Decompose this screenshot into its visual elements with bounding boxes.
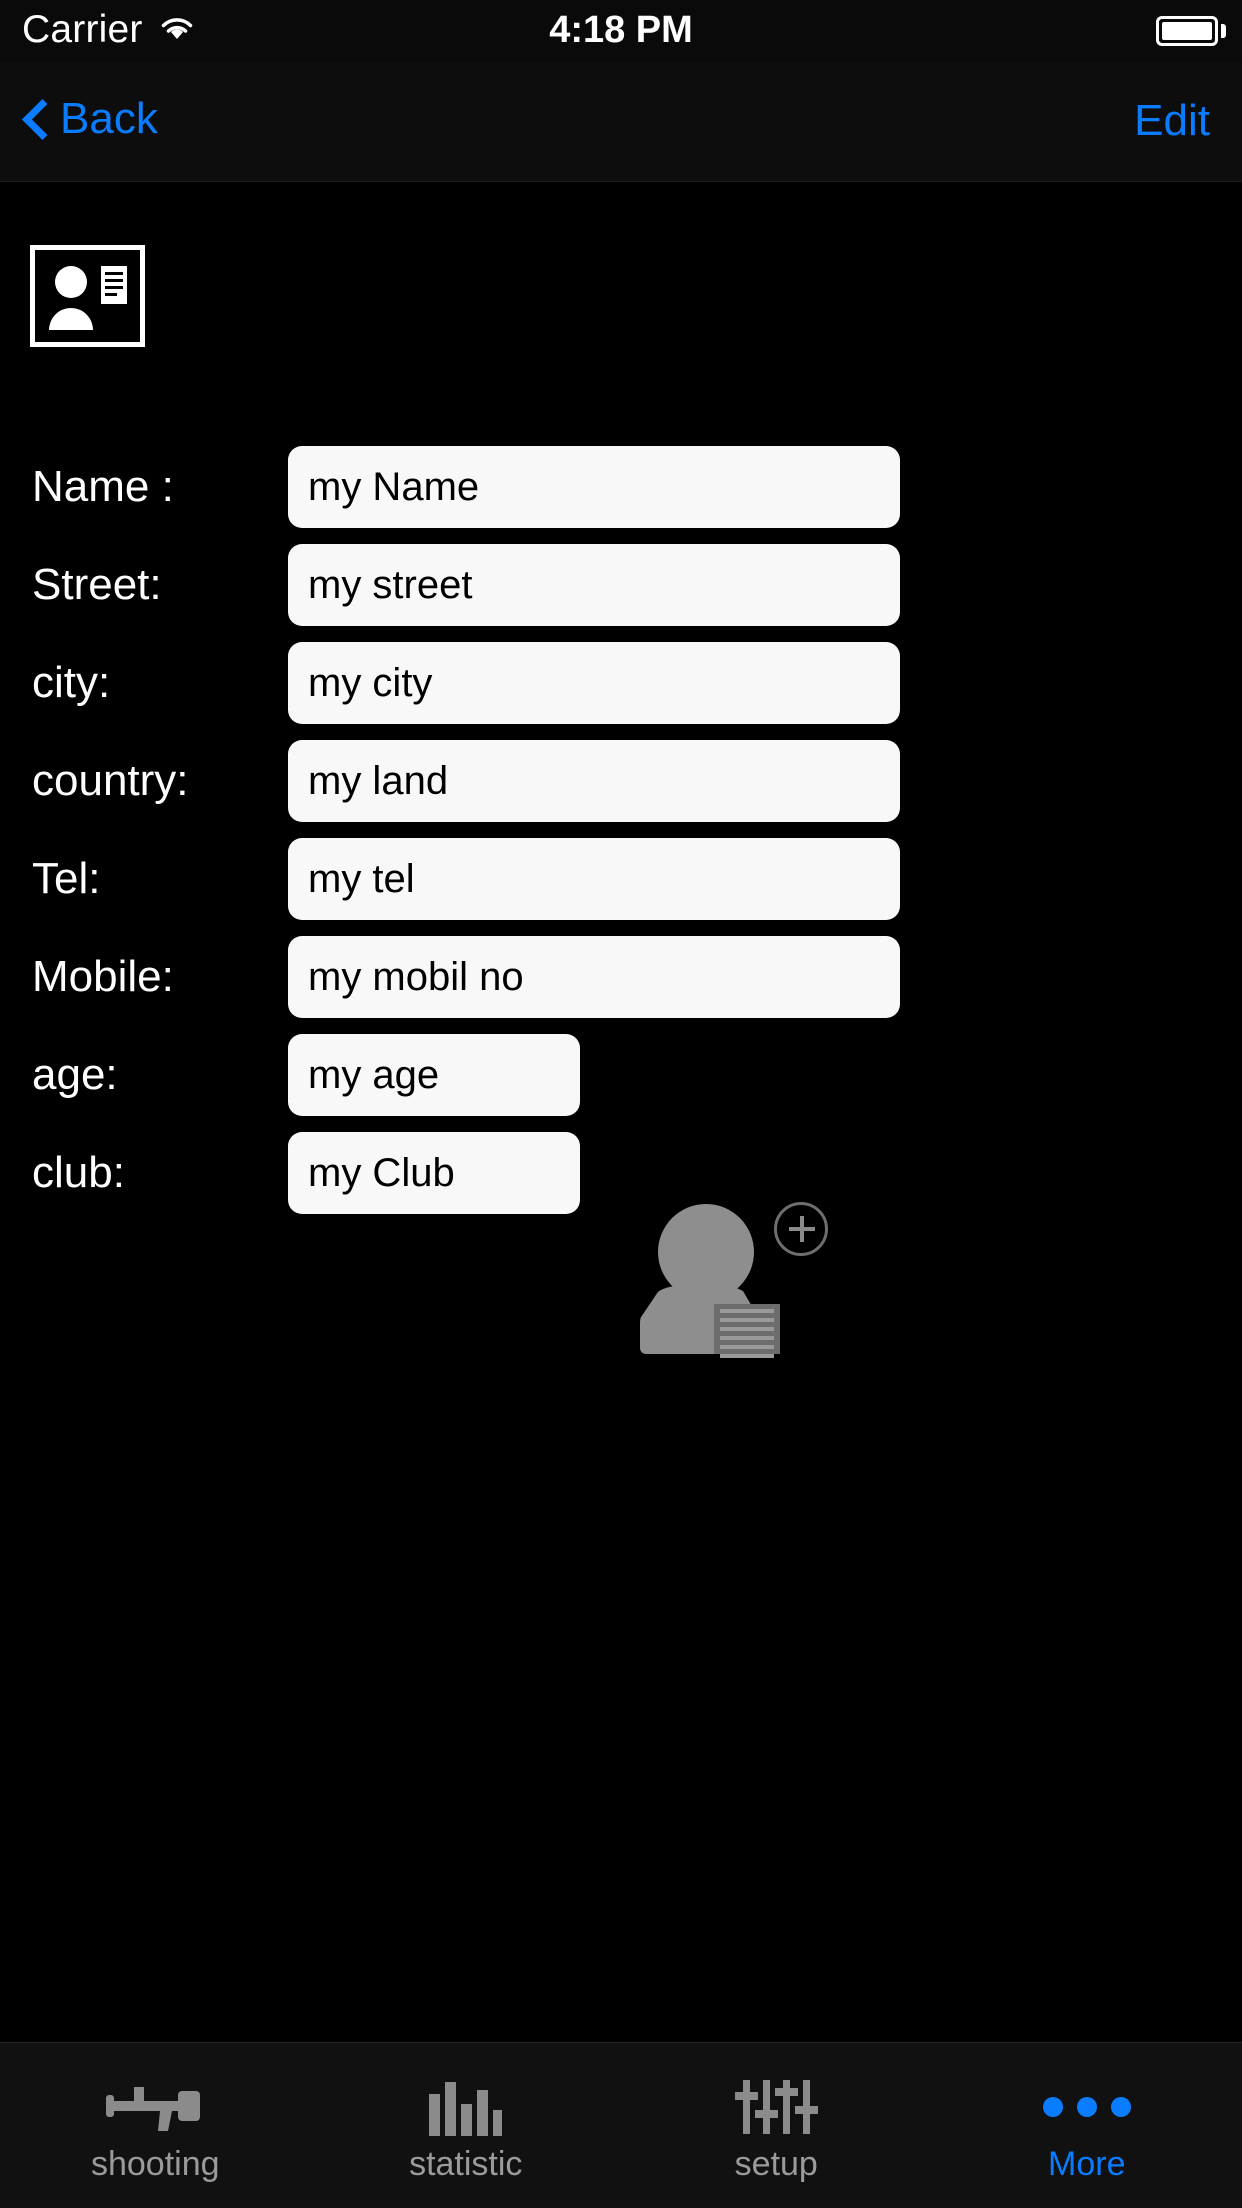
tab-setup-label: setup: [734, 2145, 818, 2183]
label-city: city:: [32, 658, 111, 707]
tab-shooting[interactable]: [0, 2043, 311, 2208]
input-country[interactable]: [288, 740, 900, 822]
tab-shooting-label: shooting: [90, 2145, 220, 2183]
bar-chart-icon: [311, 2065, 622, 2149]
form-row-mobile: [0, 934, 1242, 1032]
navigation-bar: [0, 62, 1242, 182]
avatar-head-shape: [658, 1204, 754, 1300]
label-country: country:: [32, 756, 189, 805]
tab-setup[interactable]: [621, 2043, 932, 2208]
battery-icon: [1156, 16, 1218, 46]
label-name: Name :: [32, 462, 174, 511]
carrier-label: Carrier: [22, 8, 143, 51]
back-button[interactable]: [24, 94, 158, 144]
status-bar-time: 4:18 PM: [549, 9, 693, 51]
rifle-icon: [0, 2065, 311, 2149]
form-row-tel: [0, 836, 1242, 934]
tab-bar: [0, 2042, 1242, 2208]
form-row-club: [0, 1130, 1242, 1228]
input-mobile[interactable]: [288, 936, 900, 1018]
input-club[interactable]: [288, 1132, 580, 1214]
form-row-street: [0, 542, 1242, 640]
label-street: Street:: [32, 560, 162, 609]
input-tel[interactable]: [288, 838, 900, 920]
main-content: [0, 182, 1242, 2042]
edit-button[interactable]: Edit: [1134, 96, 1210, 145]
ellipsis-icon: [932, 2065, 1242, 2149]
tab-more[interactable]: [932, 2043, 1242, 2208]
contact-form: [0, 444, 1242, 1228]
sliders-icon: [621, 2065, 932, 2149]
input-age[interactable]: [288, 1034, 580, 1116]
form-row-city: [0, 640, 1242, 738]
tab-statistic[interactable]: [311, 2043, 622, 2208]
status-bar: [0, 0, 1242, 62]
person-placeholder-icon[interactable]: [640, 1204, 780, 1354]
label-age: age:: [32, 1050, 118, 1099]
back-button-label: Back: [60, 94, 158, 143]
input-city[interactable]: [288, 642, 900, 724]
battery-cap-icon: [1221, 24, 1226, 38]
input-name[interactable]: [288, 446, 900, 528]
label-tel: Tel:: [32, 854, 101, 903]
label-club: club:: [32, 1148, 125, 1197]
avatar-card-shape: [714, 1304, 780, 1354]
tab-statistic-label: statistic: [409, 2145, 523, 2183]
contact-card-icon[interactable]: [30, 245, 145, 347]
plus-circle-icon[interactable]: [774, 1202, 828, 1256]
input-street[interactable]: [288, 544, 900, 626]
chevron-left-icon: [24, 97, 50, 141]
form-row-name: [0, 444, 1242, 542]
tab-more-label: More: [1048, 2145, 1126, 2183]
form-row-age: [0, 1032, 1242, 1130]
label-mobile: Mobile:: [32, 952, 174, 1001]
form-row-country: [0, 738, 1242, 836]
